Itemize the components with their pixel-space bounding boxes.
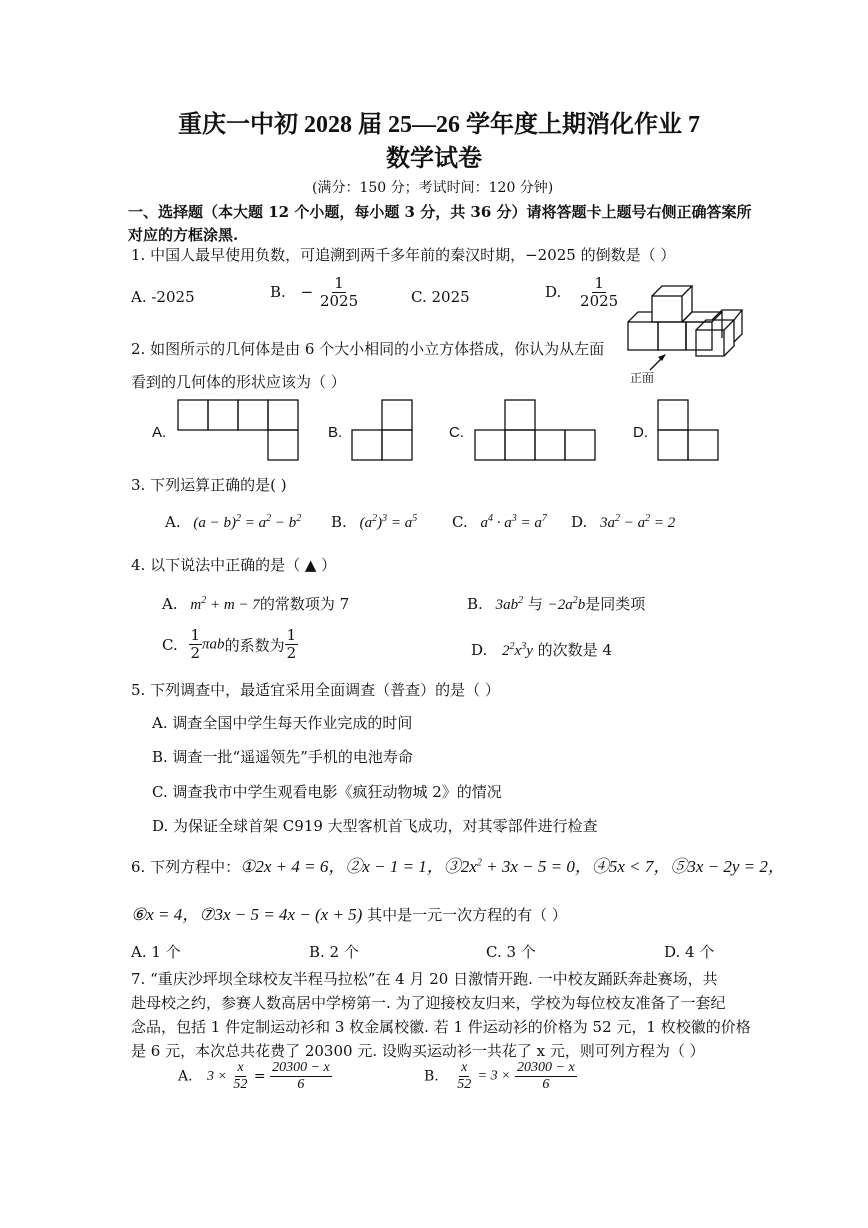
q3-option-c-expr: $a^4 \cdot a^3 = a^7$ [480,513,547,531]
q4-option-b-text: 是同类项 [585,595,646,613]
q7-text-line3: 念品，包括 1 件定制运动衫和 3 枚金属校徽. 若 1 件运动衫的价格为 52 元，1 枚校徽的价格 [131,1018,751,1036]
q4-option-c-den2: 2 [286,644,297,663]
q1-stem: 1. 中国人最早使用负数，可追溯到两千多年前的秦汉时期，−2025 的倒数是（ ） [131,246,676,264]
q2-stem: 2. 如图所示的几何体是由 6 个大小相同的小立方体搭成，你认为从左面 [131,340,605,358]
q2-option-b-label: B. [328,424,343,441]
q1-option-d [545,275,620,311]
q7-option-b-den: 52 [457,1077,472,1093]
q6-stem-prefix: 6. 下列方程中： [131,858,241,876]
q3-option-c-label: C. [452,513,468,531]
q3-stem: 3. 下列运算正确的是( ) [131,476,287,494]
q6-equations-line1: ①2x + 4 = 6，②x − 1 = 1，$③2x^2 + 3x - 5 = 0$，④5x < 7，⑤3x − 2y = 2， [240,857,785,876]
q7-option-a-den2: 6 [297,1077,305,1093]
exam-meta: (满分：150 分；考试时间：120 分钟) [312,180,554,196]
q5-option-c: C. 调查我市中学生观看电影《疯狂动物城 2》的情况 [152,783,502,801]
q3-option-c [452,513,547,532]
q2-option-b-shape [351,399,417,461]
q5-option-b: B. 调查一批“遥遥领先”手机的电池寿命 [152,748,413,766]
q6-stem-suffix: 其中是一元一次方程的有（ ） [367,906,567,924]
q4-option-c-num: 1 [190,626,201,644]
q7-option-b-label: B. [424,1068,439,1085]
q1-option-b-label: B. [270,282,286,301]
q7-option-b-num2: 20300 − x [515,1060,577,1077]
q2-option-d-shape [657,399,723,461]
q1-option-b [270,275,360,311]
q2-option-c-label: C. [449,424,464,441]
q2-option-d-label: D. [633,424,648,441]
q3-option-d-expr: $3a^2 - a^2 = 2$ [600,513,676,531]
q2-option-a-shape [177,399,303,461]
q7-option-a-num2: 20300 − x [270,1060,332,1077]
q4-option-c-num2: 1 [286,626,297,644]
q4-option-a [162,593,349,614]
q5-option-a: A. 调查全国中学生每天作业完成的时间 [152,714,413,732]
q4-option-c-text: 的系数为 [224,636,285,655]
q7-option-b-den2: 6 [542,1077,550,1093]
q4-option-c-label: C. [162,635,178,654]
q7-option-a-num: x [235,1060,245,1077]
q3-option-a [165,513,301,532]
q7-option-b-coef: = 3 × [477,1068,511,1084]
cube-figure [620,282,750,377]
q6-stem [131,852,785,877]
page-title: 重庆一中初 2028 届 25—26 学年度上期消化作业 7 [178,112,700,138]
q4-option-b-mid: 与 [527,595,543,613]
q2-stem-cont: 看到的几何体的形状应该为（ ） [131,373,346,391]
q6-option-c: C. 3 个 [486,943,536,961]
page-subtitle: 数学试卷 [386,146,482,172]
q3-option-d [571,513,675,532]
q3-option-a-label: A. [165,513,181,531]
q4-option-d [471,639,612,660]
q6-option-d: D. 4 个 [664,943,715,961]
q1-option-d-num: 1 [594,274,604,292]
q1-option-b-num: 1 [334,274,344,292]
q1-option-d-label: D. [545,282,562,301]
q4-option-a-label: A. [162,595,178,613]
section-heading-cont: 对应的方框涂黑. [128,226,239,244]
q6-equations-line2: ⑥x = 4，⑦3x − 5 = 4x − (x + 5) [131,905,363,924]
q4-option-d-text: 的次数是 4 [537,641,612,659]
section-heading: 一、选择题（本大题 12 个小题，每小题 3 分，共 36 分）请将答题卡上题号右侧正确答案所 [128,203,752,221]
q4-option-c-expr: πab [202,636,225,653]
q7-option-a-label: A. [178,1068,193,1085]
q7-option-a: A. 3 × $\frac{x}{52}$ = $\frac{20300 - x}{6}$ [178,1060,330,1093]
figure-label: 正面 [630,371,655,385]
q6-option-a: A. 1 个 [131,943,181,961]
q2-option-a-label: A. [152,424,167,441]
q7-option-b [424,1060,577,1093]
q3-option-a-expr: $(a - b)^2 = a^2 - b^2$ [193,513,302,531]
q1-option-d-den: 2025 [580,292,619,311]
q7-option-a-coef: 3 × [207,1068,227,1084]
q7-option-b-num: x [459,1060,469,1077]
q4-option-c [162,627,298,663]
q1-option-a: A. -2025 [131,288,195,306]
q5-stem: 5. 下列调查中，最适宜采用全面调查（普查）的是（ ） [131,681,500,699]
q4-option-a-expr: $m^2 + m - 7$ [190,595,260,613]
q2-option-c-shape [474,399,600,461]
q4-stem: 4. 以下说法中正确的是（ ▲ ） [131,556,337,574]
q7-text-line1: 7. “重庆沙坪坝全球校友半程马拉松”在 4 月 20 日激情开跑. 一中校友踊跃奔赴赛场，共 [131,970,718,988]
q4-option-d-expr: $2^2x^3y$ [502,641,533,659]
q4-option-a-text: 的常数项为 7 [259,595,350,613]
q4-option-b-expr2: $-2a^2b$ [547,595,586,613]
q1-option-b-sign: − [300,282,314,301]
q4-option-d-label: D. [471,641,488,659]
q6-stem-cont [131,900,567,925]
q4-option-b [467,593,645,614]
q7-text-line4: 是 6 元，本次总共花费了 20300 元. 设购买运动衫一共花了 x 元，则可列方程为（ ） [131,1042,705,1060]
q5-option-d: D. 为保证全球首架 C919 大型客机首飞成功，对其零部件进行检查 [152,817,598,835]
q4-option-b-label: B. [467,595,483,613]
q4-option-c-den: 2 [190,644,201,663]
q1-option-b-den: 2025 [319,292,359,311]
q3-option-d-label: D. [571,513,588,531]
q3-option-b-expr: $(a^2)^3 = a^5$ [359,513,418,531]
q4-option-b-expr1: $3ab^2$ [495,595,524,613]
q7-option-a-den: 52 [233,1077,248,1093]
q1-option-c: C. 2025 [411,288,470,306]
q3-option-b-label: B. [331,513,347,531]
q7-text-line2: 赴母校之约，参赛人数高居中学榜第一. 为了迎接校友归来，学校为每位校友准备了一套纪 [131,994,726,1012]
q6-option-b: B. 2 个 [309,943,359,961]
q3-option-b [331,513,417,532]
